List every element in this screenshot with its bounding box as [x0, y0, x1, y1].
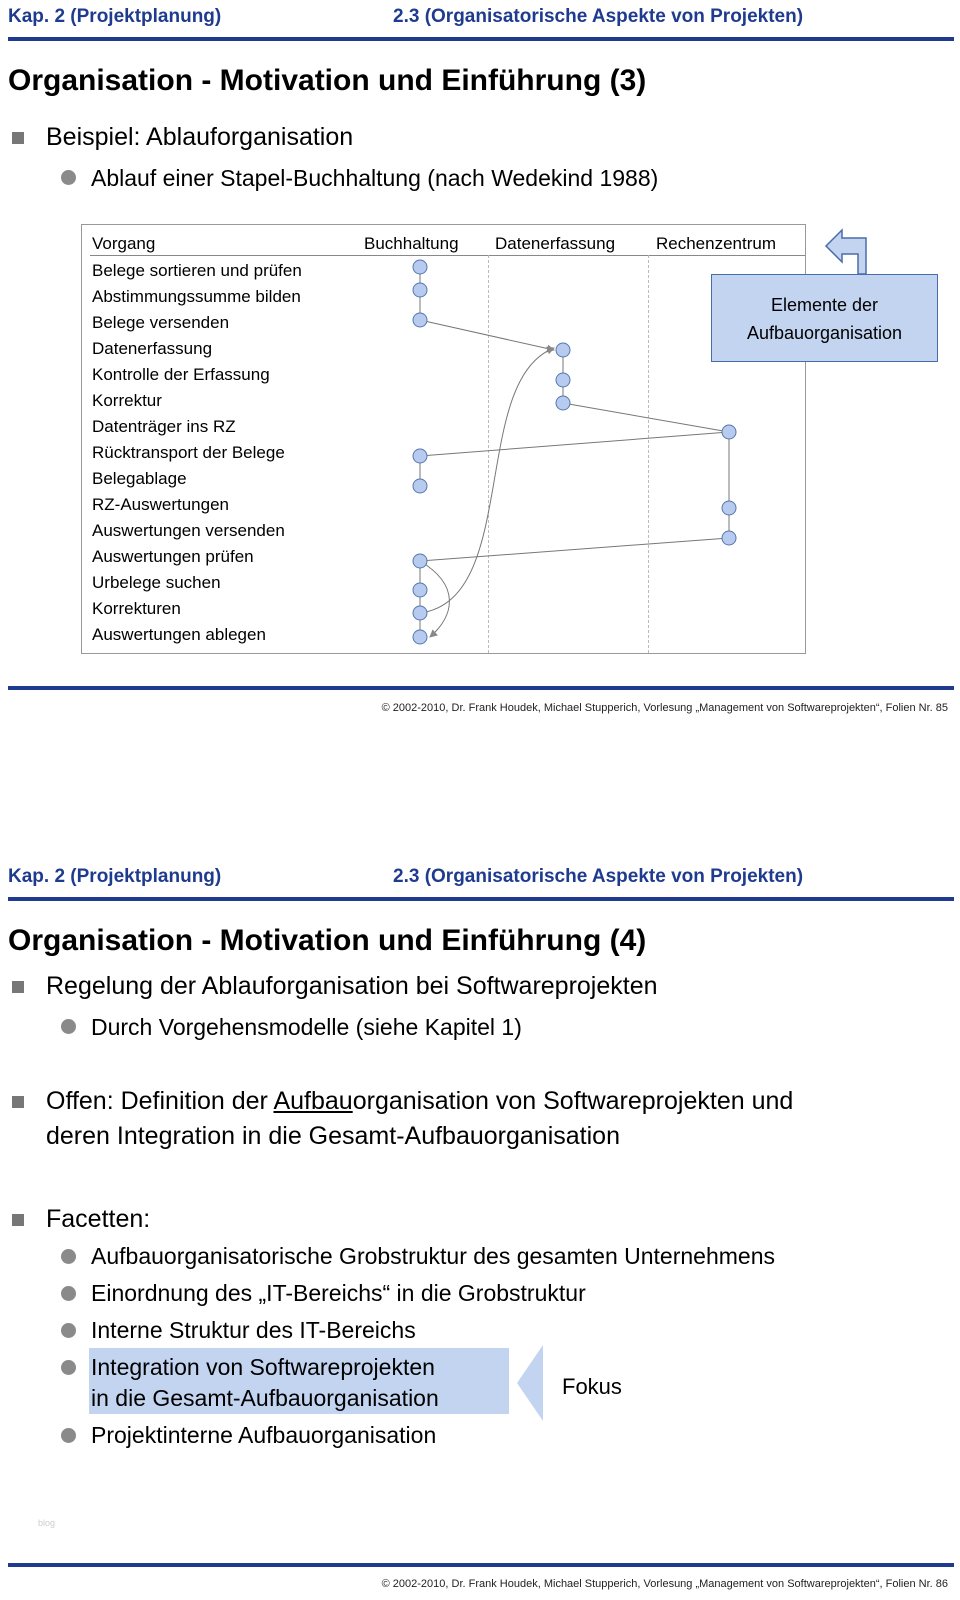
flow-curved-arrow — [420, 348, 554, 613]
flow-node — [722, 501, 736, 515]
underlined-term: Aufbau — [273, 1087, 353, 1115]
bullet-text-continued: deren Integration in die Gesamt-Aufbauorganisation — [46, 1122, 620, 1150]
flow-connector — [563, 403, 729, 432]
flow-node — [413, 283, 427, 297]
slide-footer: © 2002-2010, Dr. Frank Houdek, Michael Stupperich, Vorlesung „Management von Softwareprojekten“, Folien Nr. 85 — [381, 702, 948, 714]
flow-connector — [420, 432, 729, 456]
slide-85 — [0, 0, 960, 760]
column-header-rechenzentrum: Rechenzentrum — [656, 234, 777, 253]
slide-title: Organisation - Motivation und Einführung (3) — [8, 64, 647, 97]
flow-node — [413, 479, 427, 493]
facet-item: Projektinterne Aufbauorganisation — [91, 1422, 437, 1448]
table-row-label: Belegablage — [92, 469, 187, 488]
bullet-text: Facetten: — [46, 1205, 151, 1233]
square-bullet-icon — [12, 1214, 24, 1226]
round-bullet-icon — [61, 1323, 76, 1338]
flow-node — [556, 396, 570, 410]
bullet-text-part: Offen: Definition der — [46, 1087, 274, 1115]
slide-footer: © 2002-2010, Dr. Frank Houdek, Michael Stupperich, Vorlesung „Management von Softwareprojekten“, Folien Nr. 86 — [381, 1578, 948, 1590]
slide-title: Organisation - Motivation und Einführung (4) — [8, 924, 647, 957]
round-bullet-icon — [61, 1249, 76, 1264]
round-bullet-icon — [61, 1286, 76, 1301]
flow-node — [413, 630, 427, 644]
table-row-label: Rücktransport der Belege — [92, 443, 285, 462]
flow-node — [413, 554, 427, 568]
callout-line: Elemente der — [770, 295, 879, 315]
aufbau-callout-box — [711, 274, 938, 362]
bent-arrow-icon — [826, 230, 866, 274]
header-chapter: Kap. 2 (Projektplanung) — [8, 6, 222, 27]
sub-bullet-text: Durch Vorgehensmodelle (siehe Kapitel 1) — [91, 1014, 522, 1040]
header-chapter: Kap. 2 (Projektplanung) — [8, 866, 222, 887]
flow-connector — [420, 538, 729, 561]
focus-label: Fokus — [562, 1374, 622, 1399]
round-bullet-icon — [61, 1019, 76, 1034]
table-row-label: Auswertungen prüfen — [92, 547, 254, 566]
flow-connector — [420, 320, 554, 350]
bullet-text: Regelung der Ablauforganisation bei Softwareprojekten — [46, 972, 658, 1000]
square-bullet-icon — [12, 981, 24, 993]
header-section: 2.3 (Organisatorische Aspekte von Projekten) — [393, 6, 804, 27]
process-flow-diagram — [0, 0, 960, 760]
facet-item-focus-continued: in die Gesamt-Aufbauorganisation — [91, 1385, 439, 1411]
table-row-label: Auswertungen versenden — [92, 521, 285, 540]
round-bullet-icon — [61, 1428, 76, 1443]
table-row-label: RZ-Auswertungen — [92, 495, 230, 514]
flow-node — [722, 425, 736, 439]
flow-node — [413, 313, 427, 327]
table-row-label: Korrektur — [92, 391, 162, 410]
flow-node — [722, 531, 736, 545]
table-row-label: Belege sortieren und prüfen — [92, 261, 302, 280]
table-row-label: Auswertungen ablegen — [92, 625, 266, 644]
flow-node — [413, 260, 427, 274]
flow-node — [413, 583, 427, 597]
flow-node — [556, 343, 570, 357]
table-row-label: Datenerfassung — [92, 339, 213, 358]
flow-node — [413, 449, 427, 463]
slide-header — [8, 866, 952, 888]
column-header-vorgang: Vorgang — [92, 234, 156, 253]
table-row-label: Belege versenden — [92, 313, 230, 332]
column-header-datenerfassung: Datenerfassung — [495, 234, 616, 253]
round-bullet-icon — [61, 1360, 76, 1375]
table-row-label: Abstimmungssumme bilden — [92, 287, 301, 306]
table-row-label: Korrekturen — [92, 599, 181, 618]
watermark-mark: blog — [38, 1518, 56, 1528]
facet-item: Interne Struktur des IT-Bereichs — [91, 1317, 416, 1343]
table-row-label: Urbelege suchen — [92, 573, 221, 592]
bullet-text: Beispiel: Ablauforganisation — [46, 123, 354, 151]
focus-pointer-icon — [517, 1345, 543, 1421]
header-section: 2.3 (Organisatorische Aspekte von Projekten) — [393, 866, 804, 887]
facet-item: Einordnung des „IT-Bereichs“ in die Grobstruktur — [91, 1280, 586, 1306]
table-row-label: Datenträger ins RZ — [92, 417, 236, 436]
sub-bullet-text: Ablauf einer Stapel-Buchhaltung (nach Wedekind 1988) — [91, 165, 659, 191]
flow-node — [413, 606, 427, 620]
column-header-buchhaltung: Buchhaltung — [364, 234, 459, 253]
bullet-text — [46, 1087, 793, 1116]
bullet-text-part: organisation von Softwareprojekten und — [352, 1087, 794, 1115]
footer-divider — [8, 1563, 954, 1567]
facet-item-focus: Integration von Softwareprojekten — [91, 1354, 435, 1380]
table-row-label: Kontrolle der Erfassung — [92, 365, 270, 384]
footer-divider — [8, 686, 954, 690]
facet-item: Aufbauorganisatorische Grobstruktur des gesamten Unternehmens — [91, 1243, 775, 1269]
callout-line: Aufbauorganisation — [746, 323, 903, 343]
square-bullet-icon — [12, 1096, 24, 1108]
header-divider — [8, 897, 954, 901]
flow-curved-arrow — [420, 561, 449, 637]
flow-node — [556, 373, 570, 387]
